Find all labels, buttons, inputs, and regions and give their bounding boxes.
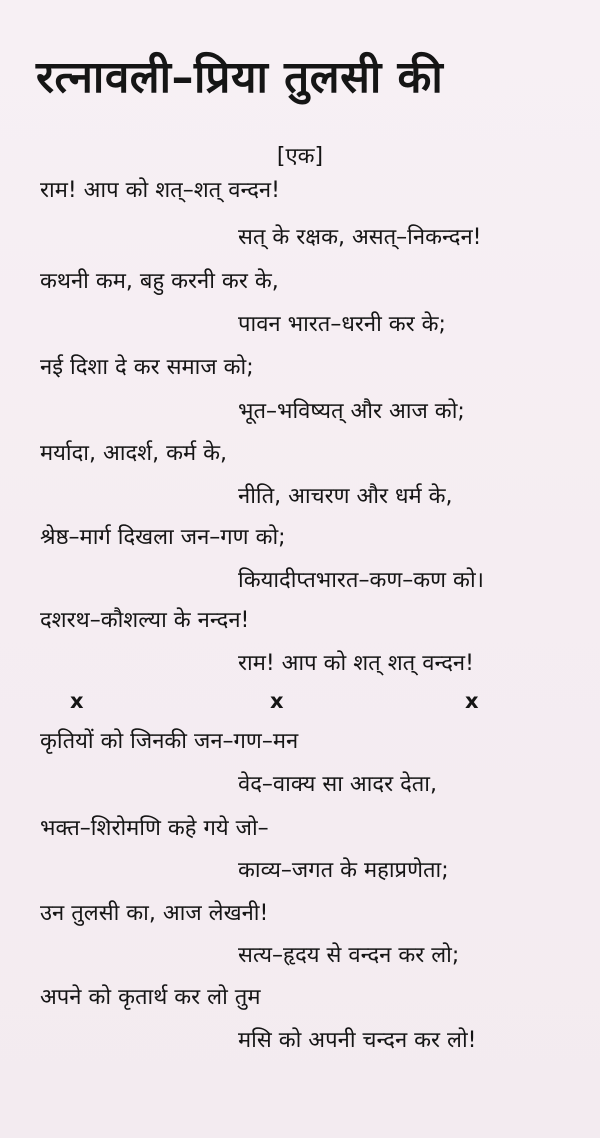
poem-line: दशरथ–कौशल्या के नन्दन! (40, 608, 250, 633)
poem-line: नई दिशा दे कर समाज को; (40, 355, 254, 380)
poem-line: भूत–भविष्यत् और आज को; (238, 399, 465, 424)
poem-line: नीति, आचरण और धर्म के, (238, 484, 453, 509)
poem-line: राम! आप को शत् शत् वन्दन! (238, 651, 474, 676)
poem-line: भक्त–शिरोमणि कहे गये जो– (40, 816, 269, 841)
poem-line: मसि को अपनी चन्दन कर लो! (238, 1028, 477, 1053)
poem-line: सत् के रक्षक, असत्–निकन्दन! (238, 225, 482, 250)
section-heading: [एक] (276, 144, 324, 169)
poem-line: कथनी कम, बहु करनी कर के, (40, 269, 279, 294)
poem-line: मर्यादा, आदर्श, कर्म के, (40, 441, 228, 466)
poem-line: पावन भारत–धरनी कर के; (238, 312, 446, 337)
separator-mark: x (70, 689, 84, 713)
separator-mark: x (465, 689, 479, 713)
poem-line: कियादीप्तभारत–कण–कण को। (238, 568, 484, 593)
poem-line: अपने को कृतार्थ कर लो तुम (40, 985, 261, 1010)
poem-line: सत्य–हृदय से वन्दन कर लो; (238, 943, 460, 968)
separator-mark: x (270, 689, 284, 713)
poem-line: श्रेष्ठ–मार्ग दिखला जन–गण को; (40, 525, 286, 550)
poem-line: राम! आप को शत्–शत् वन्दन! (40, 178, 280, 203)
poem-title: रत्नावली–प्रिया तुलसी की (36, 52, 444, 103)
poem-line: कृतियों को जिनकी जन–गण–मन (40, 729, 299, 754)
poem-line: उन तुलसी का, आज लेखनी! (40, 901, 269, 926)
poem-line: वेद–वाक्य सा आदर देता, (238, 772, 438, 797)
poem-line: काव्य–जगत के महाप्रणेता; (238, 858, 449, 883)
